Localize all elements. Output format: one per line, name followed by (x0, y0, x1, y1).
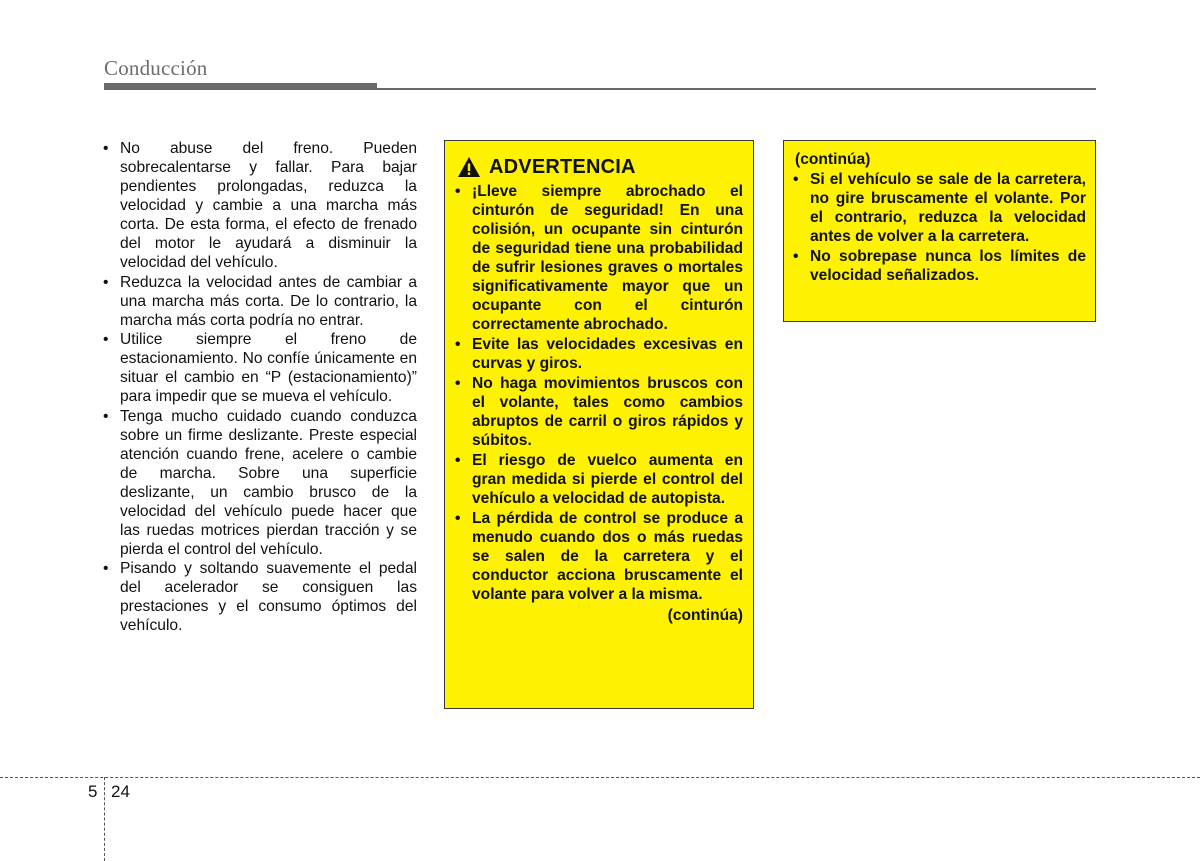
body-text-column (103, 139, 417, 636)
list-item: • Si el vehículo se sale de la carretera, no gire bruscamente el volante. Por el contrario, reduzca la velocidad antes de volver a la carretera. (793, 171, 1086, 245)
list-item: • No sobrepase nunca los límites de velocidad señalizados. (793, 248, 1086, 284)
header-rule (377, 88, 1096, 90)
header-rule-thick (104, 83, 377, 90)
list-item: • No abuse del freno. Pueden sobrecalentarse y fallar. Para bajar pendientes prolongadas, reduzca la velocidad y cambie a una marcha más corta. De esta forma, el efecto de frenado del motor le ayudará a disminuir la velocidad del vehículo. (103, 140, 417, 271)
section-title: Conducción (104, 56, 208, 80)
continued-note: (continúa) (667, 607, 743, 624)
bullet-icon: • (103, 331, 109, 348)
chapter-number: 5 (88, 782, 98, 801)
bullet-icon: • (103, 560, 109, 577)
list-item: • Evite las velocidades excesivas en curvas y giros. (455, 336, 743, 372)
list-item: • No haga movimientos bruscos con el volante, tales como cambios abruptos de carril o giros rápidos y súbitos. (455, 375, 743, 449)
page-number: 24 (111, 782, 130, 801)
list-item: • Reduzca la velocidad antes de cambiar a una marcha más corta. De lo contrario, la marcha más corta podría no entrar. (103, 273, 417, 329)
warning-list (455, 182, 743, 604)
continuation-list (793, 170, 1086, 285)
bullet-icon: • (455, 336, 461, 353)
bullet-icon: • (793, 171, 799, 188)
bullet-icon: • (103, 407, 109, 425)
continuation-box (783, 140, 1096, 322)
advice-list (103, 139, 417, 635)
list-item: • Utilice siempre el freno de estacionamiento. No confíe únicamente en situar el cambio en “P (estacionamiento)” para impedir que se mueva el vehículo. (103, 331, 417, 405)
list-item: • La pérdida de control se produce a menudo cuando dos o más ruedas se salen de la carretera y el conductor acciona bruscamente el volante para volver a la misma. (455, 510, 743, 603)
bullet-icon: • (103, 273, 109, 291)
warning-title: ADVERTENCIA (489, 155, 636, 178)
bullet-icon: • (455, 452, 461, 469)
footer-divider (104, 777, 105, 861)
bullet-icon: • (103, 140, 109, 157)
list-item: • El riesgo de vuelco aumenta en gran medida si pierde el control del vehículo a velocidad de autopista. (455, 452, 743, 507)
bullet-icon: • (793, 248, 799, 265)
bullet-icon: • (455, 375, 461, 392)
list-item: • Pisando y soltando suavemente el pedal del acelerador se consiguen las prestaciones y el consumo óptimos del vehículo. (103, 560, 417, 634)
warning-box (444, 140, 754, 709)
footer-rule (0, 777, 1200, 778)
bullet-icon: • (455, 183, 461, 200)
warning-triangle-icon (457, 156, 481, 178)
warning-header (455, 154, 743, 180)
bullet-icon: • (455, 510, 461, 527)
list-item: • ¡Lleve siempre abrochado el cinturón de seguridad! En una colisión, un ocupante sin cinturón de seguridad tiene una probabilidad de sufrir lesiones graves o mortales significativamente mayor que un ocupante con el cinturón correctamente abrochado. (455, 183, 743, 333)
list-item: • Tenga mucho cuidado cuando conduzca sobre un firme deslizante. Preste especial atención cuando frene, acelere o cambie de marcha. Sobre una superficie deslizante, un cambio brusco de la velocidad del vehículo puede hacer que las ruedas motrices pierdan tracción y se pierda el control del vehículo. (103, 407, 417, 558)
continuation-heading: (continúa) (795, 151, 871, 168)
